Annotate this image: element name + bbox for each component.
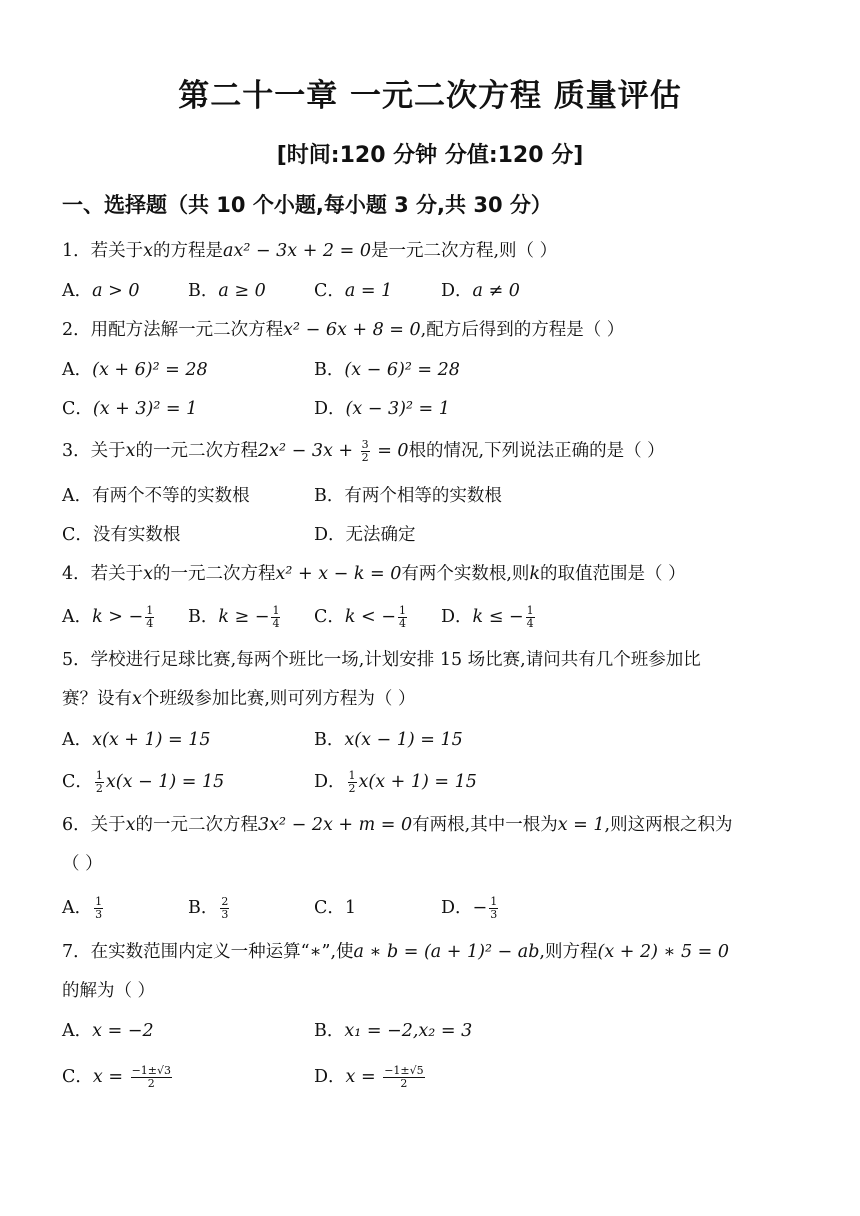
q6-option-c: C．1 (314, 898, 357, 918)
question-7-line-2: 的解为（ ） (62, 981, 156, 1001)
q6-option-b: B． $\frac{2}{3}$ (188, 895, 229, 921)
question-5-line-1: 5．学校进行足球比赛,每两个班比一场,计划安排 15 场比赛,请问共有几个班参加比 (62, 650, 701, 670)
question-4: 4．若关于x的一元二次方程x² + x − k = 0有两个实数根,则k的取值范围是（ ） (62, 564, 686, 584)
question-6-line-1: 6．关于x的一元二次方程3x² − 2x + m = 0有两根,其中一根为x = 1,则这两根之积为 (62, 815, 733, 835)
q5-option-c: C． $\frac{1}{2}$ x(x − 1) = 15 (62, 769, 225, 795)
q2-option-b: B．(x − 6)² = 28 (314, 360, 460, 380)
page-title: 第二十一章 一元二次方程 质量评估 (178, 78, 682, 114)
q2-option-c: C．(x + 3)² = 1 (62, 399, 198, 419)
q7-option-b: B．x₁ = −2,x₂ = 3 (314, 1021, 473, 1041)
q6-option-d: D．− $\frac{1}{3}$ (441, 895, 498, 921)
question-2: 2．用配方法解一元二次方程x² − 6x + 8 = 0,配方后得到的方程是（ ） (62, 320, 625, 340)
q2-equation: x² − 6x + 8 = 0 (283, 320, 421, 340)
q7-option-c: C．x = $\frac{-1\pm√3}{2}$ (62, 1064, 172, 1090)
q1-text-suffix: 是一元二次方程,则（ ） (370, 241, 558, 261)
q1-option-a: A．a > 0 (62, 281, 140, 301)
q1-text: 1．若关于 (62, 241, 144, 261)
question-5-line-2: 赛？设有x个班级参加比赛,则可列方程为（ ） (62, 689, 416, 709)
q1-text-mid: 的方程是 (153, 241, 224, 261)
q5-option-b: B．x(x − 1) = 15 (314, 730, 463, 750)
section-heading: 一、选择题（共 10 个小题,每小题 3 分,共 30 分） (62, 193, 552, 217)
q1-option-d: D．a ≠ 0 (441, 281, 520, 301)
question-1 (62, 238, 557, 264)
q5-option-a: A．x(x + 1) = 15 (62, 730, 211, 750)
q4-option-a: A．k > − $\frac{1}{4}$ (62, 604, 154, 630)
question-6-line-2: （ ） (62, 854, 103, 874)
q3-option-c: C．没有实数根 (62, 525, 181, 545)
q4-option-d: D．k ≤ − $\frac{1}{4}$ (441, 604, 534, 630)
q2-option-d: D．(x − 3)² = 1 (314, 399, 450, 419)
q5-option-d: D． $\frac{1}{2}$ x(x + 1) = 15 (314, 769, 477, 795)
q1-option-c: C．a = 1 (314, 281, 393, 301)
q4-option-b: B．k ≥ − $\frac{1}{4}$ (188, 604, 280, 630)
q3-fraction: $\frac{3}{2}$ (361, 438, 369, 464)
q3-option-d: D．无法确定 (314, 525, 416, 545)
q1-option-b: B．a ≥ 0 (188, 281, 266, 301)
q3-option-b: B．有两个相等的实数根 (314, 486, 502, 506)
q3-option-a: A．有两个不等的实数根 (62, 486, 250, 506)
question-3: 3．关于x的一元二次方程2x² − 3x + $\frac{3}{2}$ = 0根的情况,下列说法正确的是（ ） (62, 438, 665, 464)
q6-option-a: A． $\frac{1}{3}$ (62, 895, 103, 921)
q7-option-d: D．x = $\frac{-1\pm√5}{2}$ (314, 1064, 424, 1090)
exam-time-score: [时间:120 分钟 分值:120 分] (276, 143, 584, 168)
q1-equation: ax² − 3x + 2 = 0 (223, 241, 371, 261)
q4-option-c: C．k < − $\frac{1}{4}$ (314, 604, 406, 630)
question-7-line-1: 7．在实数范围内定义一种运算“∗”,使a ∗ b = (a + 1)² − ab,则方程(x + 2) ∗ 5 = 0 (62, 942, 730, 962)
q7-option-a: A．x = −2 (62, 1021, 154, 1041)
q1-var: x (143, 241, 154, 261)
q2-option-a: A．(x + 6)² = 28 (62, 360, 208, 380)
